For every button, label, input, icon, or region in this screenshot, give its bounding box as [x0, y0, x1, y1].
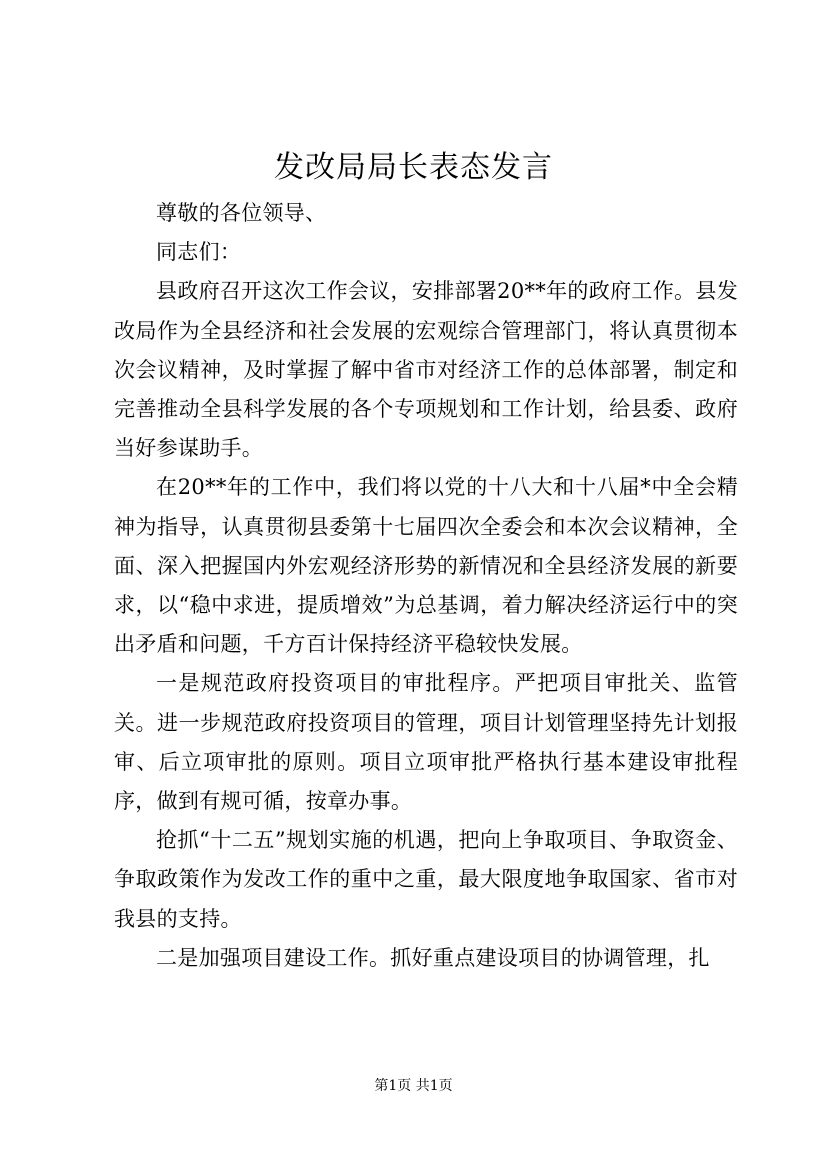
paragraph-point-two: 二是加强项目建设工作。抓好重点建设项目的协调管理，扎 [156, 945, 710, 970]
document-body [114, 194, 738, 978]
page-footer: 第1页 共1页 [374, 1078, 453, 1094]
salutation-line-1: 尊敬的各位领导、 [156, 201, 327, 225]
salutation-line-2: 同志们： [156, 240, 242, 265]
paragraph-guidance: 在20**年的工作中，我们将以党的十八大和十八届*中全会精神为指导，认真贯彻县委第十七届四次全委会和本次会议精神，全面、深入把握国内外宏观经济形势的新情况和全县经济发展的新要求，以“稳中求进，提质增效”为总基调，着力解决经济运行中的突出矛盾和问题，千方百计保持经济平稳较快发展。 [114, 475, 738, 657]
paragraph-opportunity: 抢抓“十二五”规划实施的机遇，把向上争取项目、争取资金、争取政策作为发改工作的重中之重，最大限度地争取国家、省市对我县的支持。 [114, 828, 738, 931]
document-title: 发改局局长表态发言 [274, 150, 553, 185]
paragraph-point-one: 一是规范政府投资项目的审批程序。严把项目审批关、监管关。进一步规范政府投资项目的管理，项目计划管理坚持先计划报审、后立项审批的原则。项目立项审批严格执行基本建设审批程序，做到有规可循，按章办事。 [114, 671, 738, 814]
paragraph-intro: 县政府召开这次工作会议，安排部署20**年的政府工作。县发改局作为全县经济和社会发展的宏观综合管理部门，将认真贯彻本次会议精神，及时掌握了解中省市对经济工作的总体部署，制定和完善推动全县科学发展的各个专项规划和工作计划，给县委、政府当好参谋助手。 [114, 279, 738, 461]
